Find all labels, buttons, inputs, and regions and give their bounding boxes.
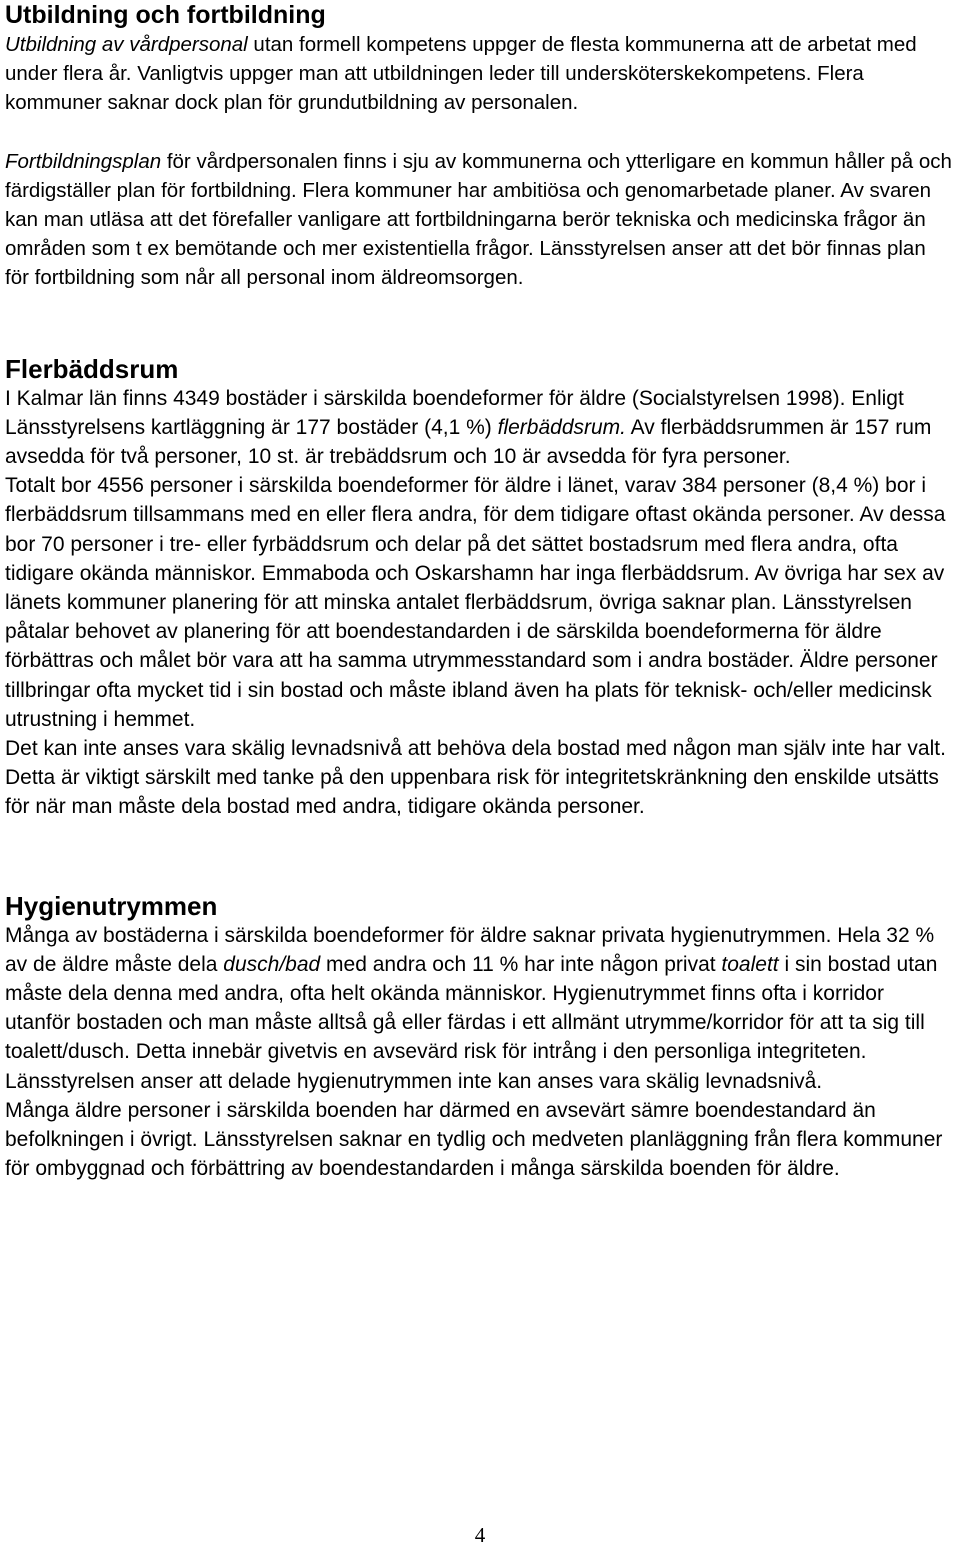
section-flerbaddsrum bbox=[5, 354, 953, 822]
paragraph-text: Av flerbäddsrummen är 157 rum avsedda för två personer, 10 st. är trebäddsrum och 10 är avsedda för fyra personer. bbox=[5, 415, 932, 469]
document-page bbox=[5, 0, 953, 1184]
paragraph bbox=[5, 30, 953, 118]
paragraph-text: med andra och 11 % har inte någon privat bbox=[320, 952, 722, 976]
section-heading: Utbildning och fortbildning bbox=[5, 1, 326, 29]
emphasis-term: flerbäddsrum. bbox=[497, 415, 626, 439]
paragraph-text: I Kalmar län finns 4349 bostäder i särskilda boendeformer för äldre (Socialstyrelsen 1998). Enligt Länsstyrelsens kartläggning är 177 bostäder (4,1 %) bbox=[5, 386, 904, 439]
paragraph bbox=[5, 921, 953, 1096]
paragraph: Totalt bor 4556 personer i särskilda boendeformer för äldre i länet, varav 384 personer (8,4 %) bor i flerbäddsrum tillsammans med en eller flera andra, för dem tidigare oftast okända personer. Av dessa bor 70 personer i tre- eller fyrbäddsrum och delar på det sättet bostadsrum med flera andra, ofta tidigare okända människor. Emmaboda och Oskarshamn har inga flerbäddsrum. Av övriga har sex av länets kommuner planering för att minska antalet flerbäddsrum, övriga saknar plan. Länsstyrelsen påtalar behovet av planering för att boendestandarden i de särskilda boendeformerna för äldre förbättras och målet bör vara att ha samma utrymmesstandard som i andra bostäder. Äldre personer tillbringar ofta mycket tid i sin bostad och måste ibland även ha plats för teknisk- och/eller medicinsk utrustning i hemmet. bbox=[5, 474, 946, 731]
section-hygienutrymmen bbox=[5, 891, 953, 1184]
paragraph-text: för vårdpersonalen finns i sju av kommunerna och ytterligare en kommun håller på och färdigställer plan för fortbildning. Flera kommuner har ambitiösa och genomarbetade planer. Av svaren kan man utläsa att det förefaller vanligare att fortbildningarna berör tekniska och medicinska frågor än områden som t ex bemötande och mer existentiella frågor. Länsstyrelsen anser att det bör finnas plan för fortbildning som når all personal inom äldreomsorgen. bbox=[5, 149, 952, 290]
section-heading: Flerbäddsrum bbox=[5, 353, 179, 384]
emphasis-term: dusch/bad bbox=[223, 952, 321, 976]
paragraph bbox=[5, 147, 953, 293]
paragraph-text: utan formell kompetens uppger de flesta kommunerna att de arbetat med under flera år. Vanligtvis uppger man att utbildningen leder till undersköterskekompetens. Flera kommuner saknar dock plan för grundutbildning av personalen. bbox=[5, 33, 917, 115]
paragraph-text: Många av bostäderna i särskilda boendeformer för äldre saknar privata hygienutrymmen. Hela 32 % av de äldre måste dela bbox=[5, 923, 935, 976]
emphasis-term: Fortbildningsplan bbox=[5, 149, 162, 173]
emphasis-term: Utbildning av vårdpersonal bbox=[5, 33, 248, 56]
section-utbildning bbox=[5, 0, 953, 293]
emphasis-term: toalett bbox=[721, 952, 779, 976]
paragraph: Det kan inte anses vara skälig levnadsnivå att behöva dela bostad med någon man själv inte har valt. Detta är viktigt särskilt med tanke på den uppenbara risk för integritetskränkning den enskilde utsätts för när man måste dela bostad med andra, tidigare okända personer. bbox=[5, 737, 946, 819]
page-number: 4 bbox=[474, 1523, 486, 1547]
paragraph bbox=[5, 384, 953, 472]
paragraph-text: i sin bostad utan måste dela denna med andra, ofta helt okända människor. Hygienutrymmet finns ofta i korridor utanför bostaden och man måste alltså gå eller färdas i ett allmänt utrymme/korridor för att ta sig till toalett/dusch. Detta innebär givetvis en avsevärd risk för intrång i den personliga integriteten. Länsstyrelsen anser att delade hygienutrymmen inte kan anses vara skälig levnadsnivå. bbox=[5, 952, 938, 1093]
section-heading: Hygienutrymmen bbox=[5, 890, 218, 921]
paragraph: Många äldre personer i särskilda boenden har därmed en avsevärt sämre boendestandard än befolkningen i övrigt. Länsstyrelsen saknar en tydlig och medveten planläggning från flera kommuner för ombyggnad och förbättring av boendestandarden i många särskilda boenden för äldre. bbox=[5, 1098, 943, 1181]
